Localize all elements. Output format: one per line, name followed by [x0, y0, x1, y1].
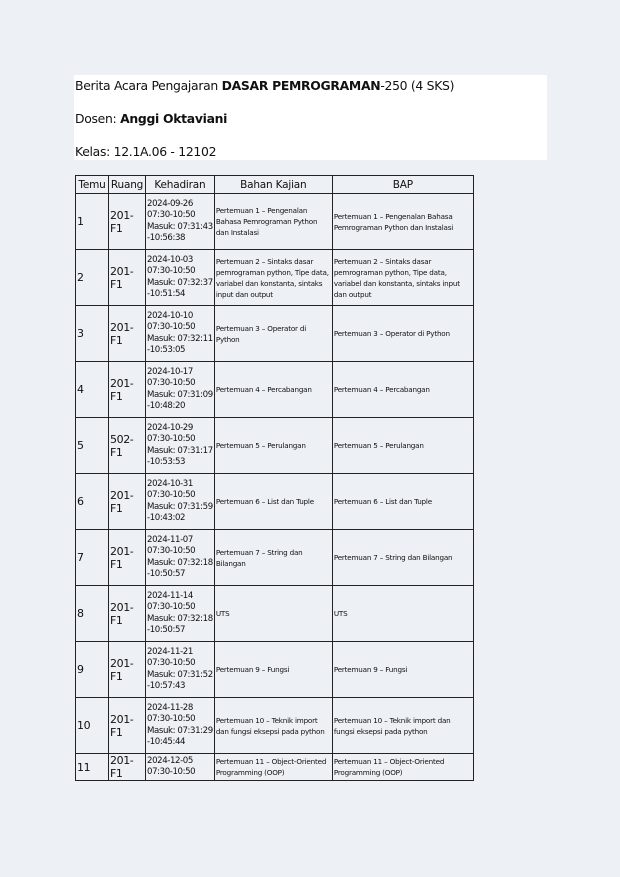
kehadiran-date: 2024-09-26: [147, 198, 193, 209]
col-header-kehadiran: Kehadiran: [146, 176, 215, 194]
kehadiran-masuk: Masuk: 07:31:43: [147, 221, 213, 232]
kehadiran-time: 07:30-10:50: [147, 490, 196, 500]
kehadiran-masuk: Masuk: 07:32:11: [147, 333, 213, 344]
kehadiran-time: 07:30-10:50: [147, 714, 196, 724]
table-row: [76, 474, 474, 530]
kehadiran-masuk: Masuk: 07:31:29: [147, 725, 213, 736]
bahan-kajian-cell: Pertemuan 7 – String dan Bilangan: [214, 530, 332, 586]
kehadiran-cell: [146, 194, 215, 250]
bap-cell: Pertemuan 10 – Teknik import dan fungsi eksepsi pada python: [332, 698, 473, 754]
kehadiran-date: 2024-10-03: [147, 254, 193, 265]
table-row: [76, 642, 474, 698]
kehadiran-cell: [146, 418, 215, 474]
table-row: [76, 418, 474, 474]
kehadiran-masuk: Masuk: 07:32:18: [147, 613, 213, 624]
bahan-kajian-cell: Pertemuan 3 – Operator di Python: [214, 306, 332, 362]
table-row: [76, 754, 474, 781]
kehadiran-time: 07:30-10:50: [147, 767, 196, 777]
bahan-kajian-cell: Pertemuan 2 – Sintaks dasar pemrograman python, Tipe data, variabel dan konstanta, sintaks input dan output: [214, 250, 332, 306]
kehadiran-keluar: -10:43:02: [147, 513, 186, 523]
ruang-cell: 201-F1: [109, 586, 146, 642]
temu-cell: 9: [76, 642, 109, 698]
ruang-cell: 201-F1: [109, 474, 146, 530]
col-header-ruang: Ruang: [109, 176, 146, 194]
table-row: [76, 362, 474, 418]
kehadiran-masuk: Masuk: 07:32:18: [147, 557, 213, 568]
bap-cell: Pertemuan 1 – Pengenalan Bahasa Pemrograman Python dan Instalasi: [332, 194, 473, 250]
kehadiran-date: 2024-10-31: [147, 478, 193, 489]
title-prefix: Berita Acara Pengajaran: [75, 78, 222, 93]
kehadiran-time: 07:30-10:50: [147, 658, 196, 668]
kehadiran-date: 2024-12-05: [147, 755, 193, 766]
bap-cell: Pertemuan 11 – Object-Oriented Programming (OOP): [332, 754, 473, 781]
bahan-kajian-cell: Pertemuan 4 – Percabangan: [214, 362, 332, 418]
bahan-kajian-cell: Pertemuan 10 – Teknik import dan fungsi eksepsi pada python: [214, 698, 332, 754]
bap-table: [75, 175, 474, 781]
temu-cell: 5: [76, 418, 109, 474]
ruang-cell: 201-F1: [109, 306, 146, 362]
kehadiran-cell: [146, 754, 215, 781]
temu-cell: 8: [76, 586, 109, 642]
kehadiran-masuk: Masuk: 07:31:09: [147, 389, 213, 400]
kehadiran-date: 2024-10-29: [147, 422, 193, 433]
bap-cell: Pertemuan 9 – Fungsi: [332, 642, 473, 698]
kehadiran-cell: [146, 362, 215, 418]
kehadiran-keluar: -10:50:57: [147, 625, 186, 635]
kehadiran-masuk: Masuk: 07:32:37: [147, 277, 213, 288]
course-name: DASAR PEMROGRAMAN: [221, 78, 381, 93]
kehadiran-keluar: -10:53:53: [147, 457, 186, 467]
course-suffix: -250 (4 SKS): [380, 78, 455, 93]
class-line: Kelas: 12.1A.06 - 12102: [75, 144, 217, 159]
ruang-cell: 201-F1: [109, 194, 146, 250]
bap-cell: Pertemuan 3 – Operator di Python: [332, 306, 473, 362]
bahan-kajian-cell: UTS: [214, 586, 332, 642]
kehadiran-masuk: Masuk: 07:31:59: [147, 501, 213, 512]
kehadiran-date: 2024-11-28: [147, 702, 193, 713]
kehadiran-keluar: -10:45:44: [147, 737, 186, 747]
ruang-cell: 201-F1: [109, 642, 146, 698]
table-row: [76, 698, 474, 754]
bahan-kajian-cell: Pertemuan 5 – Perulangan: [214, 418, 332, 474]
bap-cell: Pertemuan 7 – String dan Bilangan: [332, 530, 473, 586]
kehadiran-time: 07:30-10:50: [147, 602, 196, 612]
temu-cell: 3: [76, 306, 109, 362]
bap-cell: Pertemuan 6 – List dan Tuple: [332, 474, 473, 530]
kehadiran-cell: [146, 586, 215, 642]
temu-cell: 7: [76, 530, 109, 586]
temu-cell: 4: [76, 362, 109, 418]
ruang-cell: 201-F1: [109, 698, 146, 754]
kehadiran-cell: [146, 474, 215, 530]
bap-cell: Pertemuan 2 – Sintaks dasar pemrograman python, Tipe data, variabel dan konstanta, sintaks input dan output: [332, 250, 473, 306]
kehadiran-time: 07:30-10:50: [147, 434, 196, 444]
table-row: [76, 530, 474, 586]
kehadiran-time: 07:30-10:50: [147, 546, 196, 556]
lecturer-line: [75, 111, 227, 126]
kehadiran-date: 2024-11-14: [147, 590, 193, 601]
col-header-bap: BAP: [332, 176, 473, 194]
ruang-cell: 201-F1: [109, 362, 146, 418]
kehadiran-time: 07:30-10:50: [147, 378, 196, 388]
bap-cell: Pertemuan 5 – Perulangan: [332, 418, 473, 474]
bahan-kajian-cell: Pertemuan 6 – List dan Tuple: [214, 474, 332, 530]
ruang-cell: 201-F1: [109, 250, 146, 306]
bap-cell: UTS: [332, 586, 473, 642]
col-header-temu: Temu: [76, 176, 109, 194]
col-header-bahan-kajian: Bahan Kajian: [214, 176, 332, 194]
bahan-kajian-cell: Pertemuan 1 – Pengenalan Bahasa Pemrograman Python dan Instalasi: [214, 194, 332, 250]
kehadiran-keluar: -10:53:05: [147, 345, 186, 355]
kehadiran-date: 2024-11-21: [147, 646, 193, 657]
temu-cell: 11: [76, 754, 109, 781]
bahan-kajian-cell: Pertemuan 11 – Object-Oriented Programming (OOP): [214, 754, 332, 781]
bap-cell: Pertemuan 4 – Percabangan: [332, 362, 473, 418]
ruang-cell: 502-F1: [109, 418, 146, 474]
kehadiran-time: 07:30-10:50: [147, 322, 196, 332]
kehadiran-keluar: -10:51:54: [147, 289, 186, 299]
course-title-line: [75, 78, 454, 93]
table-row: [76, 250, 474, 306]
kehadiran-keluar: -10:50:57: [147, 569, 186, 579]
kehadiran-keluar: -10:57:43: [147, 681, 186, 691]
ruang-cell: 201-F1: [109, 530, 146, 586]
kehadiran-masuk: Masuk: 07:31:52: [147, 669, 213, 680]
kehadiran-date: 2024-10-17: [147, 366, 193, 377]
kehadiran-cell: [146, 250, 215, 306]
lecturer-label: Dosen:: [75, 111, 121, 126]
kehadiran-cell: [146, 698, 215, 754]
kehadiran-masuk: Masuk: 07:31:17: [147, 445, 213, 456]
kehadiran-cell: [146, 530, 215, 586]
kehadiran-time: 07:30-10:50: [147, 210, 196, 220]
temu-cell: 2: [76, 250, 109, 306]
kehadiran-cell: [146, 642, 215, 698]
kehadiran-cell: [146, 306, 215, 362]
lecturer-name: Anggi Oktaviani: [120, 111, 228, 126]
temu-cell: 10: [76, 698, 109, 754]
kehadiran-time: 07:30-10:50: [147, 266, 196, 276]
table-row: [76, 586, 474, 642]
table-row: [76, 194, 474, 250]
kehadiran-date: 2024-11-07: [147, 534, 193, 545]
bahan-kajian-cell: Pertemuan 9 – Fungsi: [214, 642, 332, 698]
table-header-row: [76, 176, 474, 194]
kehadiran-date: 2024-10-10: [147, 310, 193, 321]
kehadiran-keluar: -10:56:38: [147, 233, 186, 243]
ruang-cell: 201-F1: [109, 754, 146, 781]
temu-cell: 6: [76, 474, 109, 530]
temu-cell: 1: [76, 194, 109, 250]
kehadiran-keluar: -10:48:20: [147, 401, 186, 411]
table-row: [76, 306, 474, 362]
